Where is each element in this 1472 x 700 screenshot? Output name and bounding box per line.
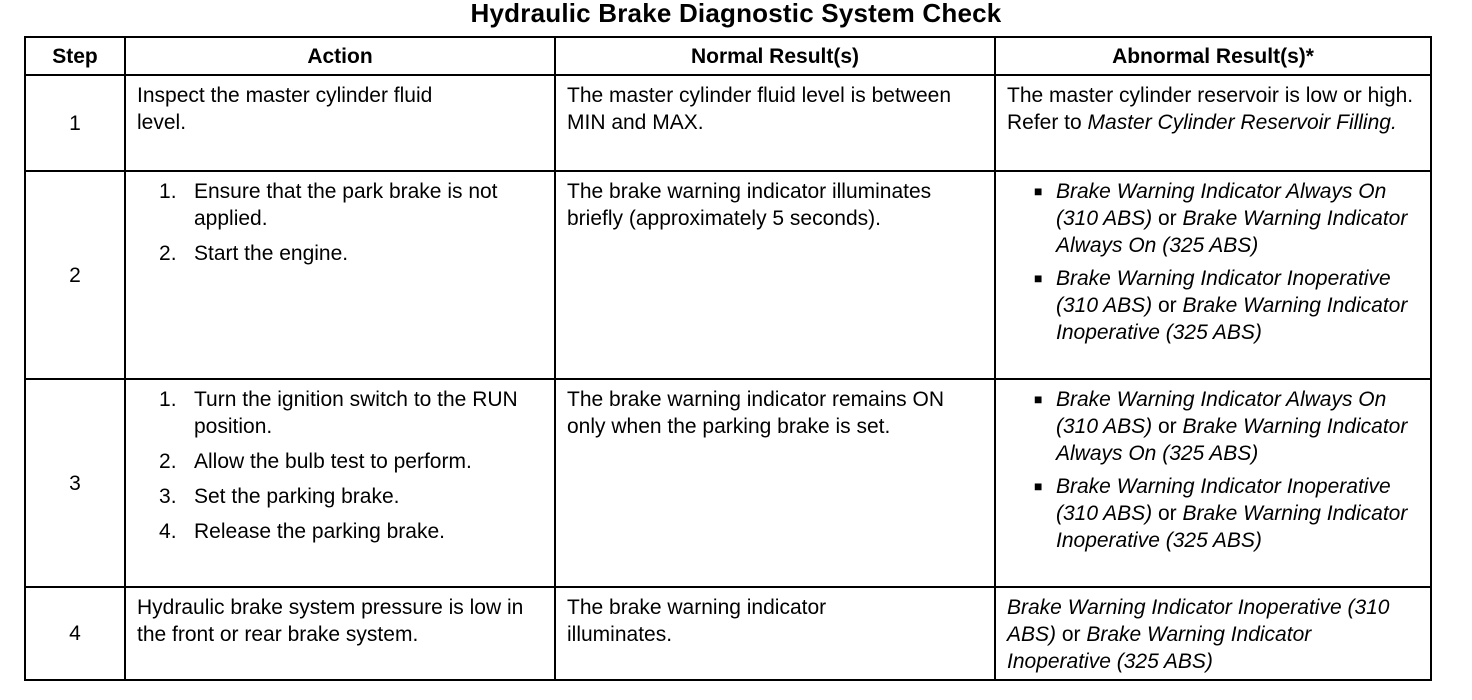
action-cell [125,379,555,587]
normal-result-text: The brake warning indicator remains ON only when the parking brake is set. [567,388,944,438]
step-number: 3 [25,379,125,587]
action-cell [125,587,555,680]
abnormal-result-item: ■ Brake Warning Indicator Inoperative (310 ABS) or Brake Warning Indicator Inoperative (325 ABS) [1034,267,1408,344]
abnormal-result-cell [995,171,1431,379]
abnormal-result-cell [995,379,1431,587]
bullet-icon: ■ [1034,478,1043,494]
table-row [25,171,1431,379]
header-normal-results: Normal Result(s) [555,37,995,75]
normal-result-text: The brake warning indicator illuminates briefly (approximately 5 seconds). [567,180,932,230]
abnormal-results-list [996,380,1430,554]
abnormal-result-prefix: The master cylinder reservoir is low or high. Refer to [1007,84,1414,134]
bullet-icon: ■ [1034,183,1043,199]
table-row [25,75,1431,171]
abnormal-result-text [996,76,1430,140]
abnormal-result-cell [995,587,1431,680]
abnormal-result-cell [995,75,1431,171]
action-step: Allow the bulb test to perform. [194,450,472,473]
normal-result-cell [555,75,995,171]
normal-result-cell [555,171,995,379]
procedure-reference: Master Cylinder Reservoir Filling. [1087,111,1397,134]
action-text: Inspect the master cylinder fluid level. [137,84,433,134]
step-number: 2 [25,171,125,379]
header-action: Action [125,37,555,75]
step-number: 4 [25,587,125,680]
diagnostic-table [24,36,1432,681]
action-step: Turn the ignition switch to the RUN position. [194,388,518,438]
page-title: Hydraulic Brake Diagnostic System Check [470,0,1002,28]
table-row [25,587,1431,680]
action-step: Set the parking brake. [194,485,400,508]
step-number: 1 [25,75,125,171]
abnormal-result-text: Brake Warning Indicator Inoperative (310 ABS) or Brake Warning Indicator Inoperative (325 ABS) [1007,596,1390,673]
header-step: Step [25,37,125,75]
action-step: Start the engine. [194,242,349,265]
action-cell [125,75,555,171]
action-cell [125,171,555,379]
abnormal-result-item: ■ Brake Warning Indicator Inoperative (310 ABS) or Brake Warning Indicator Inoperative (325 ABS) [1034,475,1408,552]
normal-result-text: The brake warning indicator illuminates. [567,596,827,646]
abnormal-result-item: ■ Brake Warning Indicator Always On (310 ABS) or Brake Warning Indicator Always On (325 ABS) [1034,180,1408,257]
abnormal-results-list [996,172,1430,346]
normal-result-text: The master cylinder fluid level is between MIN and MAX. [567,84,952,134]
action-steps-list [126,380,554,545]
table-row [25,379,1431,587]
action-text: Hydraulic brake system pressure is low in the front or rear brake system. [137,596,524,646]
abnormal-result-item: ■ Brake Warning Indicator Always On (310 ABS) or Brake Warning Indicator Always On (325 ABS) [1034,388,1408,465]
bullet-icon: ■ [1034,270,1043,286]
action-step: Release the parking brake. [194,520,445,543]
action-steps-list [126,172,554,267]
header-abnormal-results: Abnormal Result(s)* [995,37,1431,75]
normal-result-cell [555,587,995,680]
normal-result-cell [555,379,995,587]
bullet-icon: ■ [1034,391,1043,407]
action-step: Ensure that the park brake is not applied. [194,180,498,230]
header-row [25,37,1431,75]
